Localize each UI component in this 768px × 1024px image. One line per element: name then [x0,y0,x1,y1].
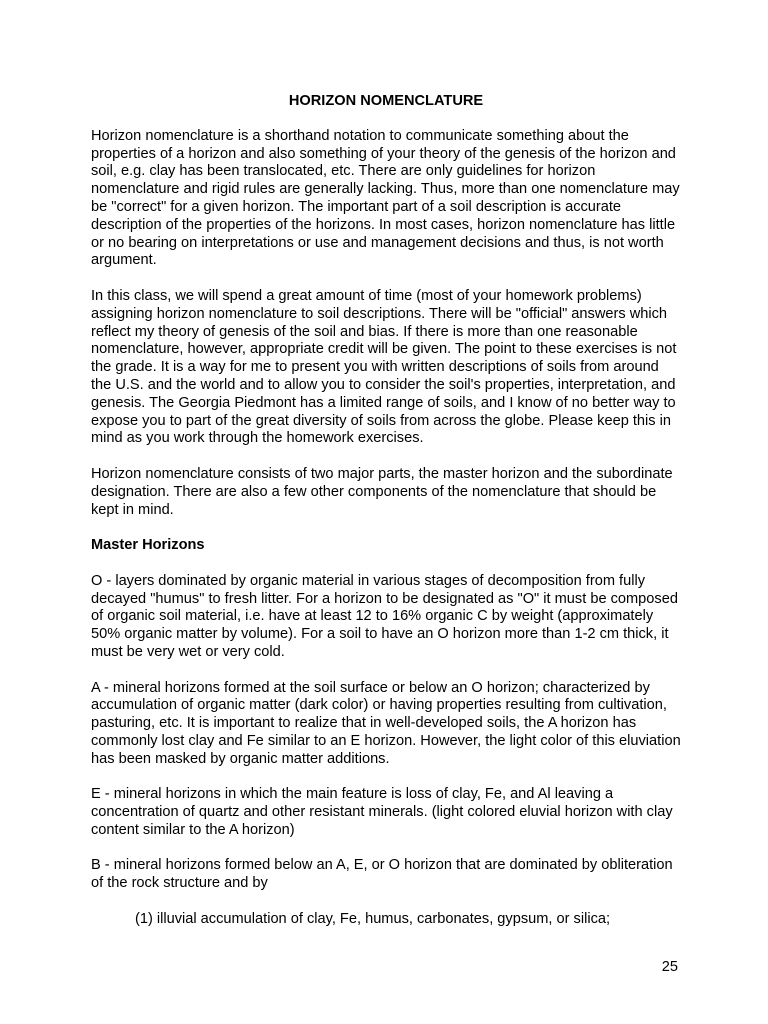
horizon-o-paragraph: O - layers dominated by organic material in various stages of decomposition from fully decayed "humus" to fresh litter. For a horizon to be designated as "O" it must be composed of organic soil material, i.e. have at least 12 to 16% organic C by weight (approximately 50% organic matter by volume). For a soil to have an O horizon more than 1-2 cm thick, it must be very wet or very cold. [91,572,678,660]
intro-paragraph-1: Horizon nomenclature is a shorthand notation to communicate something about the properties of a horizon and also something of your theory of the genesis of the horizon and soil, e.g. clay has been translocated, etc. There are only guidelines for horizon nomenclature and rigid rules are generally lacking. Thus, more than one nomenclature may be "correct" for a given horizon. The important part of a soil description is accurate description of the properties of the horizons. In most cases, horizon nomenclature has little or no bearing on interpretations or use and management decisions and thus, is not worth argument. [91,127,680,269]
page-number: 25 [661,959,678,975]
horizon-a-paragraph: A - mineral horizons formed at the soil surface or below an O horizon; characterized by accumulation of organic matter (dark color) or having properties resulting from cultivation, pasturing, etc. It is important to realize that in well-developed soils, the A horizon has commonly lost clay and Fe similar to an E horizon. However, the light color of this eluviation has been masked by organic matter additions. [91,679,681,767]
horizon-b-list-item-1: (1) illuvial accumulation of clay, Fe, humus, carbonates, gypsum, or silica; [135,910,611,927]
intro-paragraph-3: Horizon nomenclature consists of two major parts, the master horizon and the subordinate designation. There are also a few other components of the nomenclature that should be kept in mind. [91,465,673,518]
intro-paragraph-2: In this class, we will spend a great amount of time (most of your homework problems) assigning horizon nomenclature to soil descriptions. There will be "official" answers which reflect my theory of genesis of the soil and bias. If there is more than one reasonable nomenclature, however, appropriate credit will be given. The point to these exercises is not the grade. It is a way for me to present you with written descriptions of soils from around the U.S. and the world and to allow you to consider the soil's properties, interpretation, and genesis. The Georgia Piedmont has a limited range of soils, and I know of no better way to expose you to part of the great diversity of soils from across the globe. Please keep this in mind as you work through the homework exercises. [91,287,677,447]
page-title: HORIZON NOMENCLATURE [288,93,484,109]
horizon-e-paragraph: E - mineral horizons in which the main feature is loss of clay, Fe, and Al leaving a concentration of quartz and other resistant minerals. (light colored eluvial horizon with clay content similar to the A horizon) [91,786,673,838]
section-heading-master-horizons: Master Horizons [91,537,205,554]
document-body [91,93,681,929]
horizon-b-paragraph: B - mineral horizons formed below an A, E, or O horizon that are dominated by obliteration of the rock structure and by [91,857,673,892]
